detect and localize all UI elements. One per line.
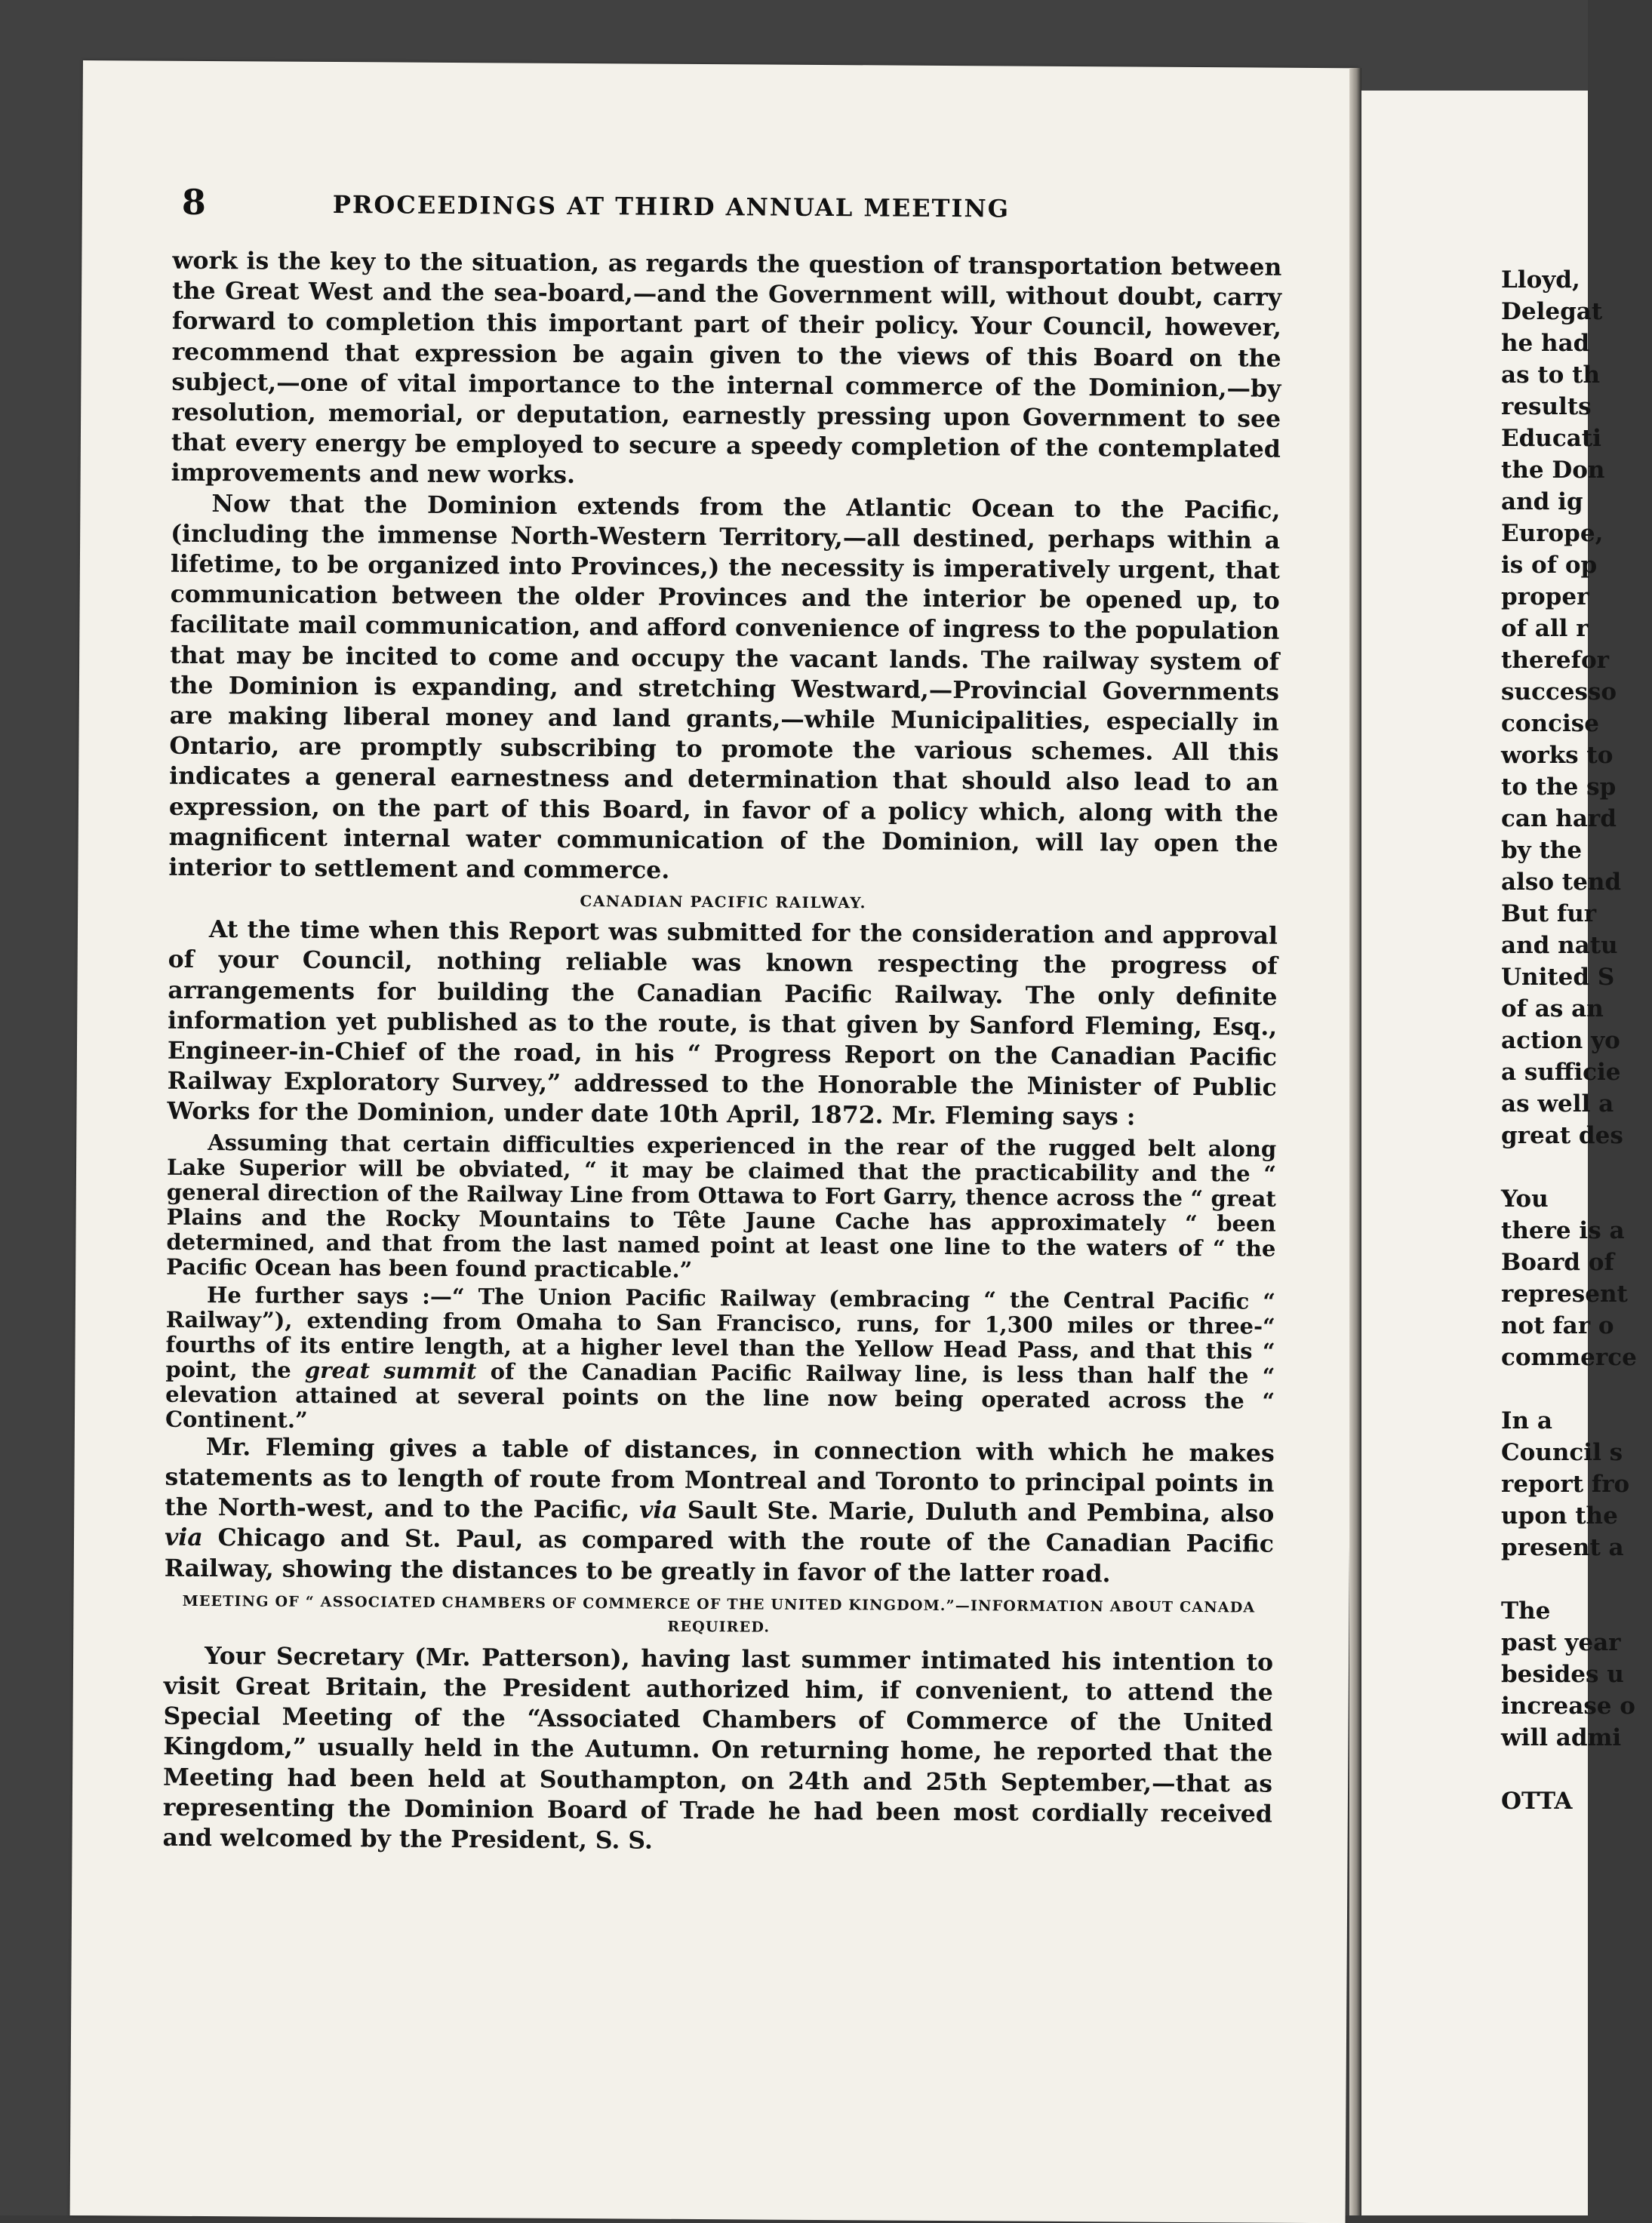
right-page-line: past year xyxy=(1501,1629,1621,1656)
right-page-line: of as an xyxy=(1501,995,1604,1022)
right-page-line: is of op xyxy=(1501,552,1598,579)
right-page-line: upon the xyxy=(1501,1502,1618,1530)
body-text xyxy=(162,246,1281,1860)
page-header xyxy=(182,182,1284,234)
right-page-line: In a xyxy=(1501,1407,1552,1434)
right-page-gap xyxy=(1501,1151,1652,1183)
section-heading: CANADIAN PACIFIC RAILWAY. xyxy=(580,892,867,912)
right-page-line: action yo xyxy=(1501,1027,1620,1054)
right-page-line: proper xyxy=(1501,583,1589,610)
paragraph: work is the key to the situation, as regards the question of transportation between the Great West and the sea-board,—and the Government will, without doubt, carry forward to completion this important part of their policy. Your Council, however, recommend that expression be again given to the views of this Board on the subject,—one of vital importance to the internal commerce of the Dominion,—by resolution, memorial, or deputation, earnestly pressing upon Government to see that every energy be employed to secure a speedy completion of the contemplated improvements and new works. xyxy=(171,246,1282,490)
right-page-line: he had xyxy=(1501,330,1590,357)
book-gutter xyxy=(1349,68,1361,2215)
right-page-line: therefor xyxy=(1501,647,1609,674)
right-page-line: to the sp xyxy=(1501,773,1617,801)
right-page-line: OTTA xyxy=(1501,1788,1573,1815)
right-page-line: as to th xyxy=(1501,361,1600,389)
right-page-line: Delegat xyxy=(1501,298,1603,325)
right-page-line: report fro xyxy=(1501,1471,1630,1498)
right-page-line: Lloyd, xyxy=(1501,266,1580,294)
right-page-line: Educati xyxy=(1501,425,1601,452)
right-page-line: and natu xyxy=(1501,932,1618,959)
right-page-line: concise xyxy=(1501,710,1599,737)
right-page-gap xyxy=(1501,1754,1652,1785)
left-page xyxy=(70,60,1358,2223)
right-page-line: results xyxy=(1501,393,1592,420)
right-page-line: also tend xyxy=(1501,869,1622,896)
emphasis: via xyxy=(164,1523,203,1552)
paragraph-text: Sault Ste. Marie, Duluth and Pembina, also xyxy=(677,1496,1275,1528)
right-page-line: the Don xyxy=(1501,457,1605,484)
right-page-line: represent xyxy=(1501,1281,1628,1308)
right-page-line: of all r xyxy=(1501,615,1589,642)
right-page xyxy=(1361,91,1637,2215)
paragraph xyxy=(165,1431,1275,1590)
right-page-line: as well a xyxy=(1501,1090,1614,1118)
right-page-line: will admi xyxy=(1501,1724,1622,1751)
right-page-line: works to xyxy=(1501,742,1614,769)
right-page-line: there is a xyxy=(1501,1217,1625,1244)
right-page-line: increase o xyxy=(1501,1693,1635,1720)
right-page-line: United S xyxy=(1501,964,1615,991)
right-page-line: Council s xyxy=(1501,1439,1623,1466)
emphasis: via xyxy=(639,1496,678,1524)
page-number: 8 xyxy=(181,181,207,223)
right-page-gap xyxy=(1501,1563,1652,1595)
paragraph-text: Chicago and St. Paul, as compared with the route of the Canadian Pacific Railway, showing the distances to be greatly in favor of the latter road. xyxy=(164,1524,1275,1588)
quote-text: of the Canadian Pacific Railway line, is less than half the “ elevation attained at several points on the line now being operated across the “ Continent.” xyxy=(165,1357,1275,1433)
block-quote: Assuming that certain difficulties experienced in the rear of the rugged belt along Lake Superior will be obviated, “ it may be claimed that the practicability and the “ general direction of the Railway Line from Ottawa to Fort Garry, thence across the “ great Plains and the Rocky Mountains to Tête Jaune Cache has approximately “ been determined, and that from the last named point at least one line to the waters of “ the Pacific Ocean has been found practicable.” xyxy=(166,1129,1277,1283)
section-heading: MEETING OF “ ASSOCIATED CHAMBERS OF COMMERCE OF THE UNITED KINGDOM.”—INFORMATION ABOUT CANADA REQUIRED. xyxy=(182,1592,1256,1636)
block-quote xyxy=(165,1282,1275,1438)
right-page-line: But fur xyxy=(1501,900,1597,927)
right-page-line: besides u xyxy=(1501,1661,1624,1688)
emphasis: great summit xyxy=(304,1357,477,1384)
right-page-line: You xyxy=(1501,1185,1549,1213)
right-page-gap xyxy=(1501,1373,1652,1405)
right-page-line: great des xyxy=(1501,1122,1623,1149)
paragraph: At the time when this Report was submitted for the consideration and approval of your Council, nothing reliable was known respecting the progress of arrangements for building the Canadian Pacific Railway. The only definite information yet published as to the route, is that given by Sanford Fleming, Esq., Engineer-in-Chief of the road, in his “ Progress Report on the Canadian Pacific Railway Exploratory Survey,” addressed to the Honorable the Minister of Public Works for the Dominion, under date 10th April, 1872. Mr. Fleming says : xyxy=(167,915,1278,1132)
right-page-line: present a xyxy=(1501,1534,1624,1561)
paragraph: Your Secretary (Mr. Patterson), having last summer intimated his intention to visit Great Britain, the President authorized him, if convenient, to attend the Special Meeting of the “Associated Chambers of Commerce of the United Kingdom,” usually held in the Autumn. On returning home, he reported that the Meeting had been held at Southampton, on 24th and 25th September,—that as representing the Dominion Board of Trade he had been most cordially received and welcomed by the President, S. S. xyxy=(162,1641,1274,1855)
right-page-line: The xyxy=(1501,1597,1551,1625)
right-page-line: by the xyxy=(1501,837,1583,864)
paragraph-text: Mr. Fleming gives a table of distances, in connection with which he makes statements as to length of route from Montreal and Toronto to principal points in the North-west, and to the Pacific, xyxy=(165,1432,1275,1524)
running-head: PROCEEDINGS AT THIRD ANNUAL MEETING xyxy=(332,190,1011,223)
quote-text: He further says :—“ The Union Pacific Railway (embracing “ the Central Pacific “ Railway”), extending from Omaha to San Francisco, runs, for 1,300 miles or three-“ fourths of its entire length, at a higher level than the Yellow Head Pass, and that this “ point, the xyxy=(165,1281,1276,1383)
right-page-line: and ig xyxy=(1501,488,1583,515)
right-page-line: Board of xyxy=(1501,1249,1614,1276)
right-page-line: can hard xyxy=(1501,805,1617,832)
right-page-line: a sufficie xyxy=(1501,1059,1621,1086)
right-page-text xyxy=(1501,264,1652,1817)
right-page-line: not far o xyxy=(1501,1312,1614,1339)
right-page-line: successo xyxy=(1501,678,1617,706)
right-page-line: Europe, xyxy=(1501,520,1604,547)
right-page-line: commerce xyxy=(1501,1344,1637,1371)
paragraph: Now that the Dominion extends from the Atlantic Ocean to the Pacific, (including the immense North-Western Territory,—all destined, perhaps within a lifetime, to be organized into Provinces,) the necessity is imperatively urgent, that communication between the older Provinces and the interior be opened up, to facilitate mail communication, and afford convenience of ingress to the population that may be incited to come and occupy the vacant lands. The railway system of the Dominion is expanding, and stretching Westward,—Provincial Governments are making liberal money and land grants,—while Municipalities, especially in Ontario, are promptly subscribing to promote the various schemes. All this indicates a general earnestness and determination that should also lead to an expression, on the part of this Board, in favor of a policy which, along with the magnificent internal water communication of the Dominion, will lay open the interior to settlement and commerce. xyxy=(168,489,1281,884)
